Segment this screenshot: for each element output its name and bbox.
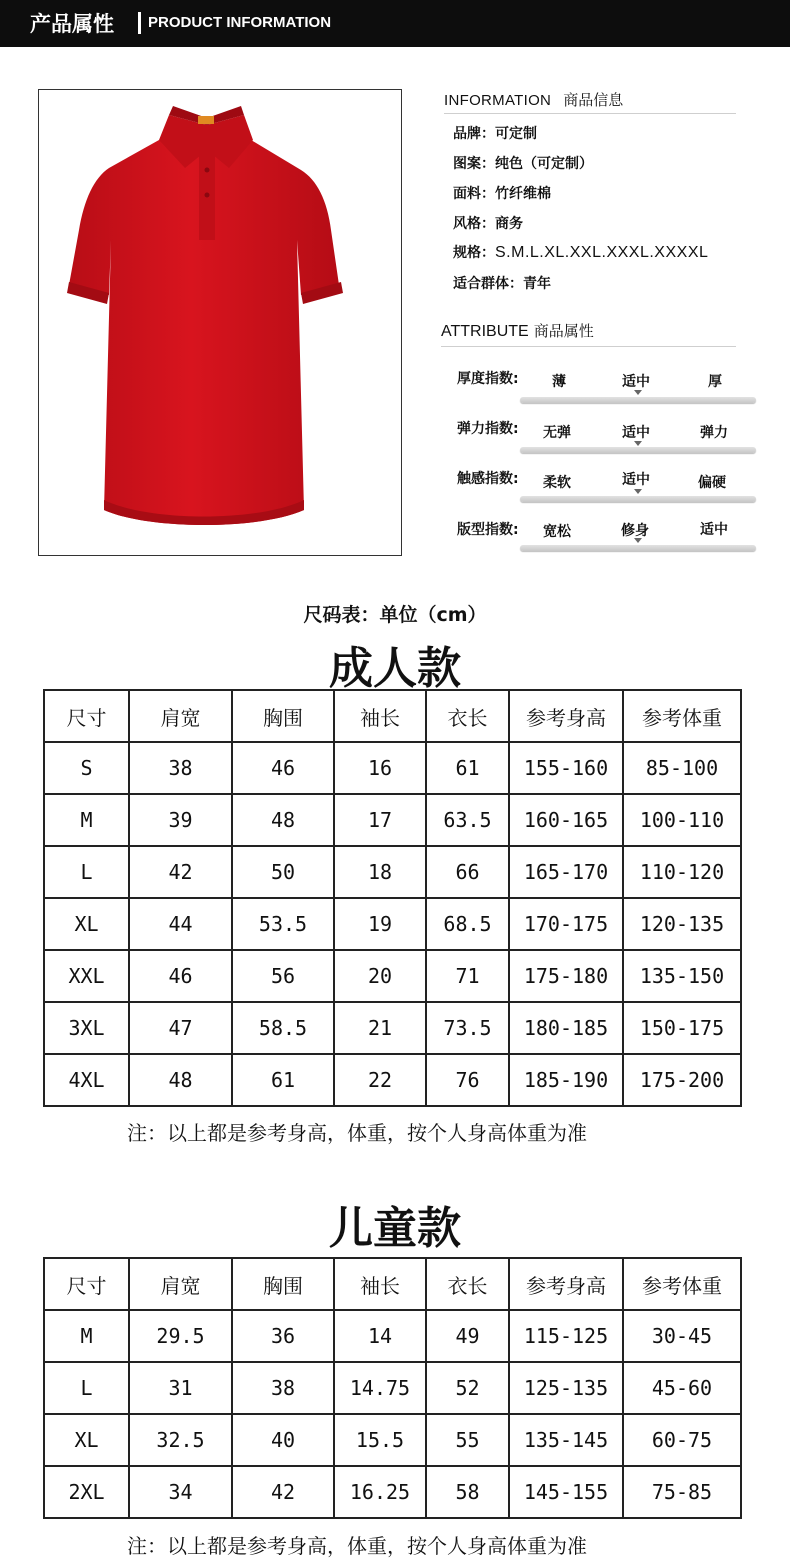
table-cell: 52 bbox=[426, 1362, 509, 1414]
table-cell: 48 bbox=[129, 1054, 232, 1106]
table-cell: 14.75 bbox=[334, 1362, 426, 1414]
table-cell: S bbox=[44, 742, 129, 794]
page-header bbox=[0, 0, 790, 47]
selected-marker-icon bbox=[634, 441, 642, 446]
selected-marker-icon bbox=[634, 489, 642, 494]
table-cell: 44 bbox=[129, 898, 232, 950]
table-cell: 42 bbox=[129, 846, 232, 898]
table-cell: 32.5 bbox=[129, 1414, 232, 1466]
attr-option: 柔软 bbox=[543, 475, 571, 491]
table-cell: 175-180 bbox=[509, 950, 623, 1002]
table-cell: 38 bbox=[129, 742, 232, 794]
attr-scale-track bbox=[520, 496, 756, 502]
table-cell: 61 bbox=[426, 742, 509, 794]
table-cell: 160-165 bbox=[509, 794, 623, 846]
info-label: 规格： bbox=[453, 245, 495, 261]
table-cell: 58.5 bbox=[232, 1002, 334, 1054]
column-header: 袖长 bbox=[334, 690, 426, 742]
info-row-brand bbox=[453, 123, 537, 143]
table-cell: 39 bbox=[129, 794, 232, 846]
attr-option-selected: 适中 bbox=[622, 472, 650, 488]
table-row bbox=[44, 742, 741, 794]
table-row bbox=[44, 1414, 741, 1466]
table-cell: 16 bbox=[334, 742, 426, 794]
table-cell: 85-100 bbox=[623, 742, 741, 794]
table-cell: 58 bbox=[426, 1466, 509, 1518]
table-cell: 61 bbox=[232, 1054, 334, 1106]
table-cell: 2XL bbox=[44, 1466, 129, 1518]
info-value: 可定制 bbox=[495, 126, 537, 142]
table-cell: 47 bbox=[129, 1002, 232, 1054]
info-value: S.M.L.XL.XXL.XXXL.XXXXL bbox=[495, 244, 709, 261]
table-cell: 40 bbox=[232, 1414, 334, 1466]
table-cell: 42 bbox=[232, 1466, 334, 1518]
adult-size-table bbox=[43, 689, 742, 1107]
table-cell: XXL bbox=[44, 950, 129, 1002]
table-cell: 75-85 bbox=[623, 1466, 741, 1518]
info-row-style bbox=[453, 213, 523, 233]
table-cell: 29.5 bbox=[129, 1310, 232, 1362]
table-cell: 100-110 bbox=[623, 794, 741, 846]
header-divider bbox=[138, 12, 141, 34]
table-cell: 17 bbox=[334, 794, 426, 846]
attr-option: 宽松 bbox=[543, 524, 571, 540]
info-label: 图案： bbox=[453, 156, 495, 172]
table-cell: 71 bbox=[426, 950, 509, 1002]
table-cell: M bbox=[44, 1310, 129, 1362]
table-cell: 21 bbox=[334, 1002, 426, 1054]
table-cell: 165-170 bbox=[509, 846, 623, 898]
attr-option-selected: 适中 bbox=[622, 425, 650, 441]
table-cell: 145-155 bbox=[509, 1466, 623, 1518]
kids-size-table bbox=[43, 1257, 742, 1519]
table-cell: 46 bbox=[129, 950, 232, 1002]
table-cell: 155-160 bbox=[509, 742, 623, 794]
attr-option: 弹力 bbox=[700, 425, 728, 441]
info-value: 商务 bbox=[495, 216, 523, 232]
table-row bbox=[44, 1054, 741, 1106]
column-header: 参考身高 bbox=[509, 1258, 623, 1310]
attr-option: 适中 bbox=[700, 522, 728, 538]
column-header: 参考身高 bbox=[509, 690, 623, 742]
information-heading bbox=[444, 89, 736, 114]
table-row bbox=[44, 898, 741, 950]
table-cell: 3XL bbox=[44, 1002, 129, 1054]
table-cell: 36 bbox=[232, 1310, 334, 1362]
attribute-heading bbox=[441, 320, 736, 347]
table-cell: 66 bbox=[426, 846, 509, 898]
table-row bbox=[44, 846, 741, 898]
table-cell: 60-75 bbox=[623, 1414, 741, 1466]
table-cell: 16.25 bbox=[334, 1466, 426, 1518]
attr-scale-track bbox=[520, 397, 756, 403]
attr-option: 无弹 bbox=[543, 425, 571, 441]
table-cell: 110-120 bbox=[623, 846, 741, 898]
table-cell: 15.5 bbox=[334, 1414, 426, 1466]
attr-scale-track bbox=[520, 447, 756, 453]
selected-marker-icon bbox=[634, 390, 642, 395]
attr-scale-track bbox=[520, 545, 756, 551]
column-header: 尺寸 bbox=[44, 1258, 129, 1310]
column-header: 袖长 bbox=[334, 1258, 426, 1310]
table-cell: 48 bbox=[232, 794, 334, 846]
size-chart-caption: 尺码表：单位（cm） bbox=[303, 604, 487, 626]
attr-label-fit: 版型指数: bbox=[457, 522, 519, 538]
attr-label-elasticity: 弹力指数: bbox=[457, 421, 519, 437]
column-header: 参考体重 bbox=[623, 690, 741, 742]
column-header: 胸围 bbox=[232, 1258, 334, 1310]
table-cell: 175-200 bbox=[623, 1054, 741, 1106]
table-cell: 170-175 bbox=[509, 898, 623, 950]
kids-section-title: 儿童款 bbox=[329, 1203, 461, 1254]
table-cell: 135-145 bbox=[509, 1414, 623, 1466]
column-header: 衣长 bbox=[426, 690, 509, 742]
table-cell: 49 bbox=[426, 1310, 509, 1362]
table-cell: XL bbox=[44, 1414, 129, 1466]
info-row-pattern bbox=[453, 153, 593, 173]
table-row bbox=[44, 1466, 741, 1518]
info-label: 品牌： bbox=[453, 126, 495, 142]
column-header: 尺寸 bbox=[44, 690, 129, 742]
info-row-fabric bbox=[453, 183, 551, 203]
table-cell: 22 bbox=[334, 1054, 426, 1106]
attr-label-touch: 触感指数: bbox=[457, 471, 519, 487]
table-header-row bbox=[44, 690, 741, 742]
column-header: 肩宽 bbox=[129, 1258, 232, 1310]
adult-section-title: 成人款 bbox=[329, 643, 461, 694]
header-title-cn: 产品属性 bbox=[30, 12, 114, 36]
table-header-row bbox=[44, 1258, 741, 1310]
table-row bbox=[44, 1362, 741, 1414]
table-cell: 34 bbox=[129, 1466, 232, 1518]
info-row-audience bbox=[453, 273, 551, 293]
table-cell: 125-135 bbox=[509, 1362, 623, 1414]
table-cell: 56 bbox=[232, 950, 334, 1002]
table-cell: 68.5 bbox=[426, 898, 509, 950]
table-row bbox=[44, 1002, 741, 1054]
table-cell: 4XL bbox=[44, 1054, 129, 1106]
red-polo-shirt-image bbox=[39, 90, 401, 555]
column-header: 胸围 bbox=[232, 690, 334, 742]
info-row-spec bbox=[453, 242, 708, 262]
attr-option: 偏硬 bbox=[698, 475, 726, 491]
information-heading-en: INFORMATION bbox=[444, 92, 552, 109]
table-cell: 18 bbox=[334, 846, 426, 898]
column-header: 衣长 bbox=[426, 1258, 509, 1310]
table-cell: L bbox=[44, 1362, 129, 1414]
attr-label-thickness: 厚度指数: bbox=[457, 371, 519, 387]
table-cell: 53.5 bbox=[232, 898, 334, 950]
table-cell: 38 bbox=[232, 1362, 334, 1414]
table-cell: 135-150 bbox=[623, 950, 741, 1002]
info-value: 竹纤维棉 bbox=[495, 186, 551, 202]
column-header: 肩宽 bbox=[129, 690, 232, 742]
table-cell: 115-125 bbox=[509, 1310, 623, 1362]
info-label: 风格： bbox=[453, 216, 495, 232]
attribute-heading-cn: 商品属性 bbox=[533, 322, 594, 340]
table-cell: L bbox=[44, 846, 129, 898]
table-row bbox=[44, 1310, 741, 1362]
table-cell: 31 bbox=[129, 1362, 232, 1414]
table-cell: 150-175 bbox=[623, 1002, 741, 1054]
table-cell: 14 bbox=[334, 1310, 426, 1362]
header-title-en: PRODUCT INFORMATION bbox=[148, 14, 332, 31]
table-cell: 19 bbox=[334, 898, 426, 950]
info-label: 适合群体： bbox=[453, 276, 523, 292]
table-row bbox=[44, 950, 741, 1002]
adult-size-note: 注：以上都是参考身高，体重，按个人身高体重为准 bbox=[127, 1121, 587, 1145]
table-cell: 55 bbox=[426, 1414, 509, 1466]
attr-option: 厚 bbox=[708, 374, 722, 390]
attribute-heading-en: ATTRIBUTE bbox=[441, 323, 529, 340]
table-cell: 73.5 bbox=[426, 1002, 509, 1054]
table-cell: M bbox=[44, 794, 129, 846]
table-cell: 46 bbox=[232, 742, 334, 794]
kids-size-note: 注：以上都是参考身高，体重，按个人身高体重为准 bbox=[127, 1534, 587, 1558]
selected-marker-icon bbox=[634, 538, 642, 543]
table-cell: 20 bbox=[334, 950, 426, 1002]
table-cell: 180-185 bbox=[509, 1002, 623, 1054]
info-value: 青年 bbox=[523, 276, 551, 292]
table-cell: 63.5 bbox=[426, 794, 509, 846]
attr-option-selected: 修身 bbox=[621, 523, 649, 539]
attr-option: 薄 bbox=[552, 374, 566, 390]
table-row bbox=[44, 794, 741, 846]
info-label: 面料： bbox=[453, 186, 495, 202]
column-header: 参考体重 bbox=[623, 1258, 741, 1310]
table-cell: 50 bbox=[232, 846, 334, 898]
table-cell: XL bbox=[44, 898, 129, 950]
info-value: 纯色（可定制） bbox=[495, 156, 593, 172]
information-heading-cn: 商品信息 bbox=[563, 91, 624, 109]
table-cell: 76 bbox=[426, 1054, 509, 1106]
table-cell: 185-190 bbox=[509, 1054, 623, 1106]
table-cell: 45-60 bbox=[623, 1362, 741, 1414]
attr-option-selected: 适中 bbox=[622, 374, 650, 390]
table-cell: 30-45 bbox=[623, 1310, 741, 1362]
table-cell: 120-135 bbox=[623, 898, 741, 950]
product-image-frame bbox=[38, 89, 402, 556]
